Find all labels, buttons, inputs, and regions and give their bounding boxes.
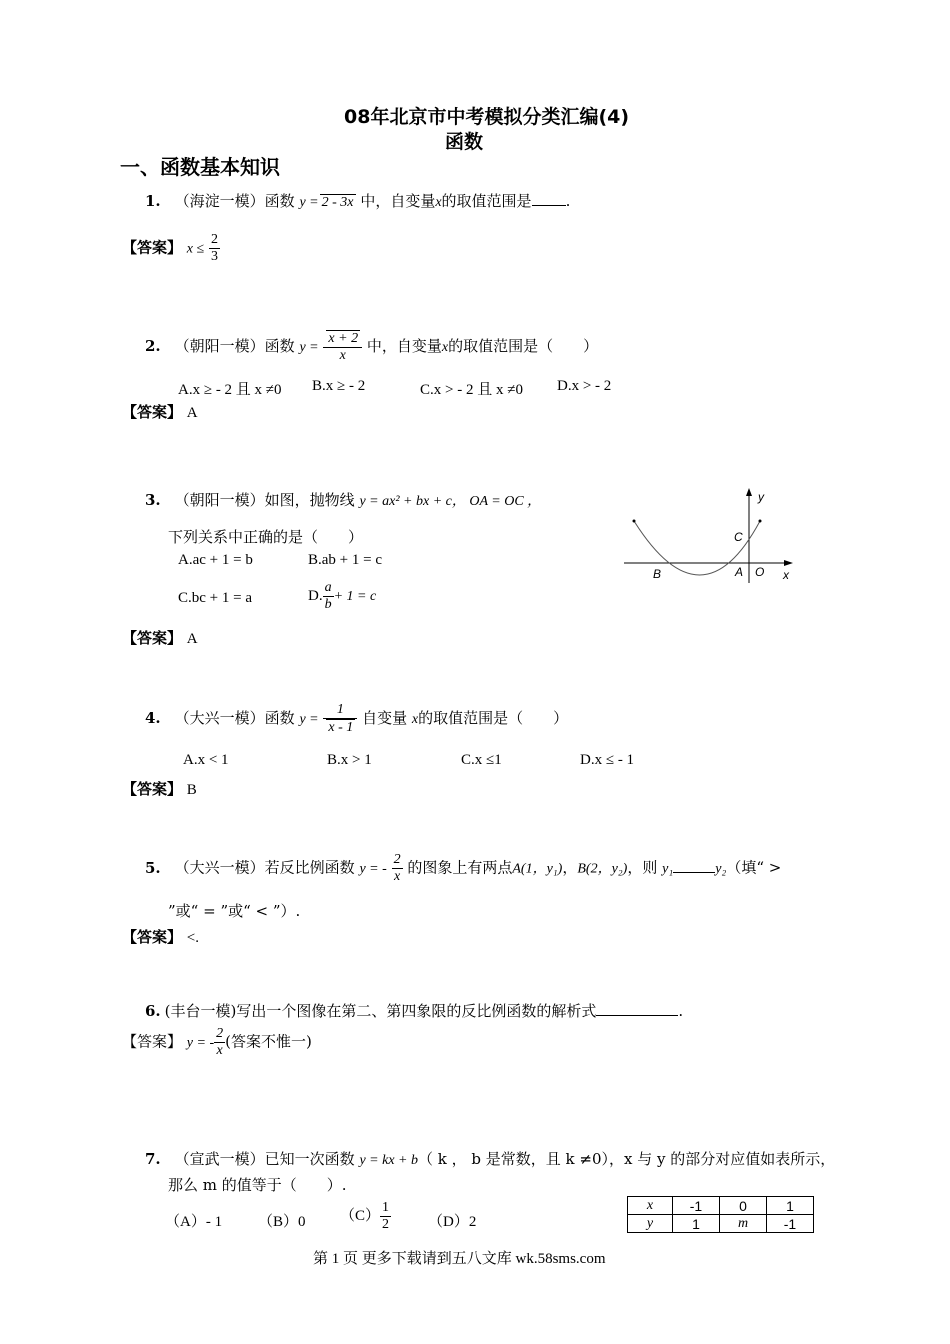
x-axis-arrow [784, 560, 793, 566]
option-d: （D）2 [428, 1214, 477, 1230]
option-d: D.x > - 2 [557, 378, 612, 394]
question-5: 5. （大兴一模）若反比例函数 y = - $\frac{2}{x}$ 的图象上有两点A(1，y₁)，B(2，y₂)，则 y₁ y₂（填“ > [145, 852, 782, 884]
page-subtitle: 函数 [445, 131, 484, 153]
label-o: O [755, 565, 765, 579]
answer-1: 【答案】 x ≤ $\frac{2}{3}$ [122, 232, 218, 264]
answer-blank [596, 1001, 678, 1016]
question-2: 2. （朝阳一模）函数 y = $\frac{x + 2}{x}$ 中，自变量x的取值范围是（ ） [145, 331, 599, 363]
question-number: 1. [145, 192, 161, 210]
option-b: （B）0 [258, 1214, 306, 1230]
answer-2: 【答案】 A [122, 403, 198, 421]
answer-5: 【答案】 <. [122, 928, 200, 946]
page-title: 08年北京市中考模拟分类汇编(4) [344, 106, 630, 128]
question-4: 4. （大兴一模）函数 y = $\frac{1}{x - 1}$ 自变量 x的取值范围是（ ） [145, 702, 569, 735]
option-d: D.x ≤ - 1 [580, 752, 635, 768]
answer-6: 【答案】 y = - $\frac{2}{x}$ (答案不惟一) [122, 1026, 312, 1058]
table-row: x -1 0 1 [628, 1197, 814, 1215]
option-b: B.x > 1 [327, 752, 372, 768]
option-a: A.x ≥ - 2 且 x ≠0 [178, 382, 282, 398]
option-d: D. $\frac{a}{b}$ + 1 = c [308, 580, 377, 612]
option-c: C.bc + 1 = a [178, 590, 252, 606]
question-6: 6. (丰台一模)写出一个图像在第二、第四象限的反比例函数的解析式 . [145, 1002, 684, 1020]
option-c: （C） $\frac{1}{2}$ [340, 1200, 390, 1232]
label-b: B [653, 567, 662, 581]
answer-3: 【答案】 A [122, 629, 198, 647]
option-a: （A）- 1 [165, 1214, 223, 1230]
label-x: x [783, 568, 789, 582]
question-5-line2: ”或“ = ”或“ < ”）. [168, 902, 301, 920]
page-footer: 第 1 页 更多下载请到五八文库 wk.58sms.com [313, 1251, 606, 1267]
sqrt-expression: 2 - 3x [321, 195, 354, 210]
question-7: 7. （宣武一模）已知一次函数 y = kx + b（ k ， b 是常数，且 k ≠0），x 与 y 的部分对应值如表所示， [145, 1150, 836, 1168]
question-1: 1. （海淀一模）函数 y = 2 - 3x 中，自变量x的取值范围是 . [145, 192, 571, 210]
value-table [627, 1196, 814, 1233]
fraction: $\frac{2}{x}$ [393, 852, 401, 884]
label-c: C [734, 530, 743, 544]
question-3: 3. （朝阳一模）如图，抛物线 y = ax² + bx + c， OA = OC ， [145, 491, 542, 509]
question-source: （海淀一模）函数 [174, 192, 295, 210]
option-a: A.ac + 1 = b [178, 552, 253, 568]
question-3-line2: 下列关系中正确的是（ ） [168, 528, 364, 546]
fraction: $\frac{2}{3}$ [210, 232, 218, 264]
question-7-line2: 那么 m 的值等于（ ）. [168, 1176, 347, 1194]
y-axis-arrow [746, 488, 752, 496]
option-b: B.ab + 1 = c [308, 552, 382, 568]
parabola-graph [618, 485, 798, 585]
label-y: y [758, 490, 764, 504]
table-row: y 1 m -1 [628, 1215, 814, 1233]
fraction: $\frac{1}{x - 1}$ [323, 702, 357, 736]
section-heading: 一、函数基本知识 [120, 155, 280, 179]
option-c: C.x > - 2 且 x ≠0 [420, 382, 523, 398]
fraction: $\frac{x + 2}{x}$ [323, 330, 362, 364]
answer-blank [532, 191, 566, 206]
answer-label: 【答案】 [122, 238, 183, 257]
option-a: A.x < 1 [183, 752, 229, 768]
option-b: B.x ≥ - 2 [312, 378, 366, 394]
option-c: C.x ≤1 [461, 752, 502, 768]
answer-4: 【答案】 B [122, 780, 197, 798]
label-a: A [735, 565, 744, 579]
answer-blank [673, 858, 715, 873]
